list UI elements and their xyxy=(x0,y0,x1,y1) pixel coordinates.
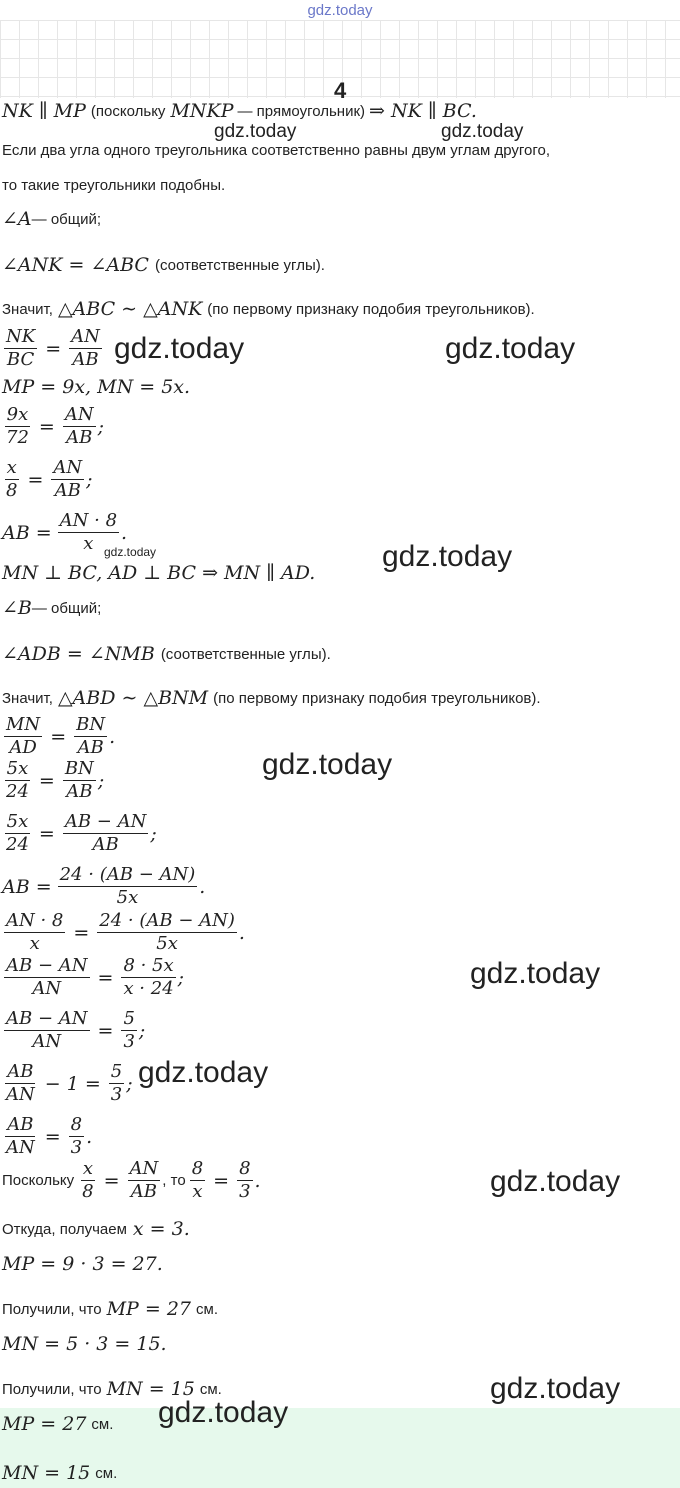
watermark: gdz.today xyxy=(262,748,393,781)
watermark: gdz.today xyxy=(114,332,245,365)
watermark: gdz.today xyxy=(445,332,576,365)
line-similarity-rule-2: то такие треугольники подобны. xyxy=(2,177,226,194)
line-mn-parallel-ad: MN ⊥ BC, AD ⊥ BC ⇒ MN ∥ AD. xyxy=(2,562,316,584)
line-similarity-rule-1: Если два угла одного треугольника соответственно равны двум углам другого, xyxy=(2,142,551,159)
line-parallel-nk-mp: NK ∥ MP (поскольку MNKP — прямоугольник) ⇒ NK ∥ BC. xyxy=(2,100,477,122)
line-angle-a-common: ∠A — общий; xyxy=(2,208,102,230)
watermark: gdz.today xyxy=(158,1396,289,1429)
problem-number: 4 xyxy=(334,78,347,103)
eq-9x-72: $\frac{9x}{72}$ = $\frac{AN}{AB}$ ; xyxy=(6,404,104,448)
eq-ab-an-minus-1: $\frac{AB}{AN}$ − 1 = $\frac{5}{3}$ ; xyxy=(6,1061,133,1105)
eq-ab-an-over-an-8-5x: $\frac{AB - AN}{AN}$ = $\frac{8 \cdot 5x}{x \cdot 24}$ ; xyxy=(6,955,185,999)
eq-ratio-5-3: $\frac{AB - AN}{AN}$ = $\frac{5}{3}$ ; xyxy=(6,1008,146,1052)
line-mp-result: Получили, что MP = 27 см. xyxy=(2,1298,218,1320)
line-angle-adb-nmb: ∠ADB = ∠NMB (соответственные углы). xyxy=(2,643,331,665)
line-x-equals-3: Откуда, получаем x = 3. xyxy=(2,1218,190,1240)
line-triangles-abc-ank: Значит, △ABC ∼ △ANK (по первому признаку подобия треугольников). xyxy=(2,298,535,320)
watermark: gdz.today xyxy=(490,1165,621,1198)
line-angle-b-common: ∠B — общий; xyxy=(2,597,102,619)
line-angle-ank-abc: ∠ANK = ∠ABC (соответственные углы). xyxy=(2,254,325,276)
eq-ab-an8-x: AB = $\frac{AN \cdot 8}{x}$ . xyxy=(2,510,128,554)
line-mp-mn-values: MP = 9x, MN = 5x. xyxy=(2,376,191,398)
watermark: gdz.today xyxy=(470,957,601,990)
eq-mn-ad-bn-ab: $\frac{MN}{AD}$ = $\frac{BN}{AB}$ . xyxy=(6,714,116,758)
watermark: gdz.today xyxy=(490,1372,621,1405)
line-mn-calc: MN = 5 · 3 = 15. xyxy=(2,1333,167,1355)
eq-nk-bc-an-ab: $\frac{NK}{BC}$ = $\frac{AN}{AB}$ xyxy=(6,326,100,370)
watermark: gdz.today xyxy=(138,1056,269,1089)
answer-mp: MP = 27 см. xyxy=(2,1413,114,1435)
eq-5x-24-bn: $\frac{5x}{24}$ = $\frac{BN}{AB}$ ; xyxy=(6,758,105,802)
line-since-x-8: Поскольку $\frac{x}{8}$ = $\frac{AN}{AB}$ , то $\frac{8}{x}$ = $\frac{8}{3}$ . xyxy=(2,1158,261,1202)
watermark: gdz.today xyxy=(382,540,513,573)
eq-x-8: $\frac{x}{8}$ = $\frac{AN}{AB}$ ; xyxy=(6,457,93,501)
line-mn-result: Получили, что MN = 15 см. xyxy=(2,1378,222,1400)
watermark: gdz.today xyxy=(441,121,524,142)
eq-5x-24-ab-an: $\frac{5x}{24}$ = $\frac{AB - AN}{AB}$ ; xyxy=(6,811,157,855)
top-watermark: gdz.today xyxy=(307,2,373,19)
eq-an8x-24-5x: $\frac{AN \cdot 8}{x}$ = $\frac{24 \cdot (AB - AN)}{5x}$ . xyxy=(6,910,245,954)
line-triangles-abd-bnm: Значит, △ABD ∼ △BNM (по первому признаку подобия треугольников). xyxy=(2,687,541,709)
eq-ab-an-8-3: $\frac{AB}{AN}$ = $\frac{8}{3}$ . xyxy=(6,1114,93,1158)
answer-mn: MN = 15 см. xyxy=(2,1462,118,1484)
line-mp-calc: MP = 9 · 3 = 27. xyxy=(2,1253,163,1275)
watermark: gdz.today xyxy=(214,121,297,142)
watermark: gdz.today xyxy=(104,545,157,559)
eq-ab-24-5x: AB = $\frac{24 \cdot (AB - AN)}{5x}$ . xyxy=(2,864,206,908)
